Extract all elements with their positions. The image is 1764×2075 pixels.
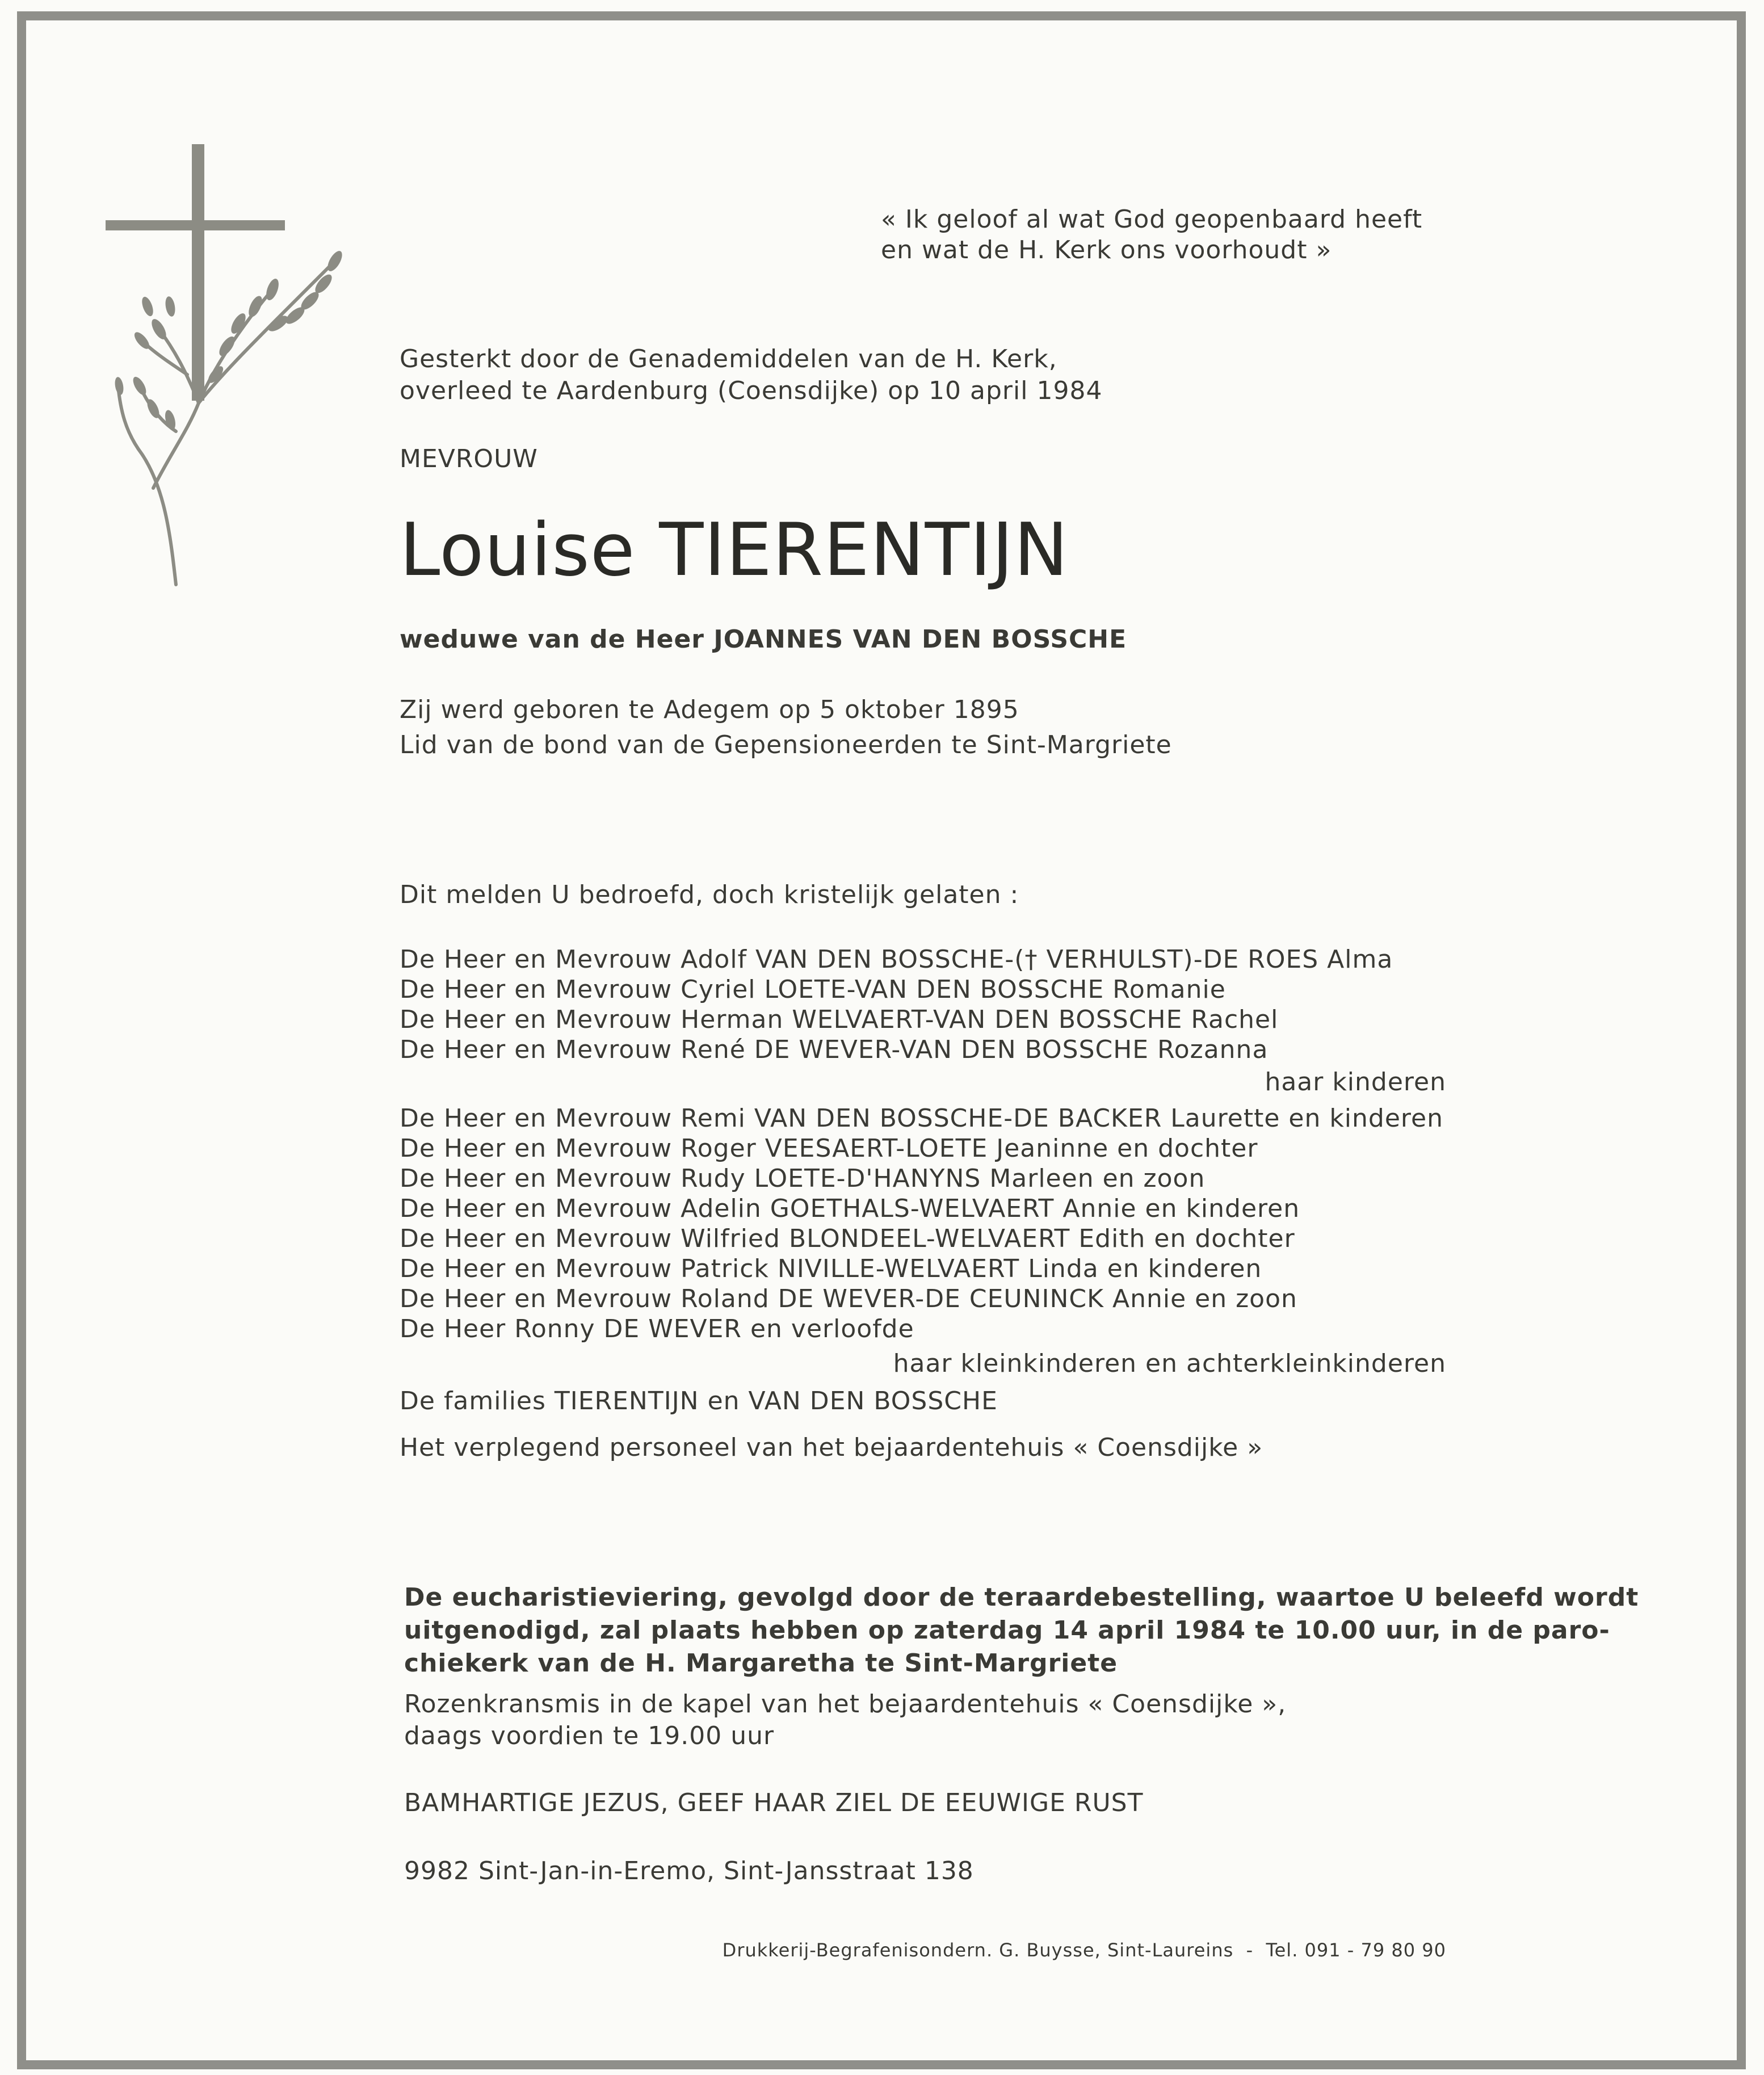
- birth-line-1: Zij werd geboren te Adegem op 5 oktober 1895: [400, 695, 1019, 724]
- grandchildren-label: haar kleinkinderen en achterkleinkinderen: [893, 1349, 1446, 1378]
- widow-line: weduwe van de Heer JOANNES VAN DEN BOSSCHE: [400, 625, 1127, 654]
- address-line: 9982 Sint-Jan-in-Eremo, Sint-Jansstraat 138: [404, 1856, 974, 1885]
- list-item: De Heer en Mevrouw Adolf VAN DEN BOSSCHE-(† VERHULST)-DE ROES Alma: [400, 945, 1393, 974]
- prayer-line: BAMHARTIGE JEZUS, GEEF HAAR ZIEL DE EEUWIGE RUST: [404, 1788, 1144, 1817]
- quote-line-1: « Ik geloof al wat God geopenbaard heeft: [881, 205, 1423, 234]
- rosary-line-1: Rozenkransmis in de kapel van het bejaardentehuis « Coensdijke »,: [404, 1690, 1287, 1719]
- list-item: De Heer en Mevrouw Adelin GOETHALS-WELVAERT Annie en kinderen: [400, 1194, 1300, 1223]
- deceased-name: Louise TIERENTIJN: [400, 508, 1069, 593]
- intro-line-2: overleed te Aardenburg (Coensdijke) op 10 april 1984: [400, 376, 1103, 405]
- quote-line-2: en wat de H. Kerk ons voorhoudt »: [881, 236, 1332, 264]
- announcement: Dit melden U bedroefd, doch kristelijk gelaten :: [400, 880, 1019, 909]
- list-item: De Heer en Mevrouw Roger VEESAERT-LOETE Jeaninne en dochter: [400, 1134, 1258, 1163]
- children-list: [400, 944, 1393, 1065]
- list-item: De Heer en Mevrouw Rudy LOETE-D'HANYNS Marleen en zoon: [400, 1164, 1206, 1193]
- list-item: De Heer en Mevrouw René DE WEVER-VAN DEN BOSSCHE Rozanna: [400, 1035, 1269, 1064]
- cross-with-oats-icon: [85, 136, 352, 590]
- service-line-1: De eucharistieviering, gevolgd door de teraardebestelling, waartoe U beleefd wordt: [404, 1583, 1639, 1612]
- list-item: De Heer en Mevrouw Roland DE WEVER-DE CEUNINCK Annie en zoon: [400, 1284, 1297, 1313]
- children-label: haar kinderen: [1265, 1068, 1446, 1097]
- printer-line: Drukkerij-Begrafenisondern. G. Buysse, Sint-Laureins - Tel. 091 - 79 80 90: [722, 1939, 1446, 1961]
- families-line: De families TIERENTIJN en VAN DEN BOSSCHE: [400, 1387, 998, 1415]
- list-item: De Heer Ronny DE WEVER en verloofde: [400, 1314, 914, 1343]
- list-item: De Heer en Mevrouw Remi VAN DEN BOSSCHE-DE BACKER Laurette en kinderen: [400, 1104, 1444, 1133]
- service-line-3: chiekerk van de H. Margaretha te Sint-Margriete: [404, 1649, 1118, 1678]
- list-item: De Heer en Mevrouw Cyriel LOETE-VAN DEN BOSSCHE Romanie: [400, 975, 1226, 1004]
- list-item: De Heer en Mevrouw Herman WELVAERT-VAN DEN BOSSCHE Rachel: [400, 1005, 1279, 1034]
- service-line-2: uitgenodigd, zal plaats hebben op zaterdag 14 april 1984 te 10.00 uur, in de paro-: [404, 1616, 1610, 1645]
- staff-line: Het verplegend personeel van het bejaardentehuis « Coensdijke »: [400, 1433, 1263, 1462]
- birth-line-2: Lid van de bond van de Gepensioneerden te Sint-Margriete: [400, 730, 1172, 759]
- grandchildren-list: [400, 1103, 1443, 1344]
- intro-line-1: Gesterkt door de Genademiddelen van de H. Kerk,: [400, 345, 1057, 373]
- list-item: De Heer en Mevrouw Patrick NIVILLE-WELVAERT Linda en kinderen: [400, 1254, 1262, 1283]
- salutation: MEVROUW: [400, 444, 538, 473]
- rosary-line-2: daags voordien te 19.00 uur: [404, 1721, 775, 1750]
- list-item: De Heer en Mevrouw Wilfried BLONDEEL-WELVAERT Edith en dochter: [400, 1224, 1295, 1253]
